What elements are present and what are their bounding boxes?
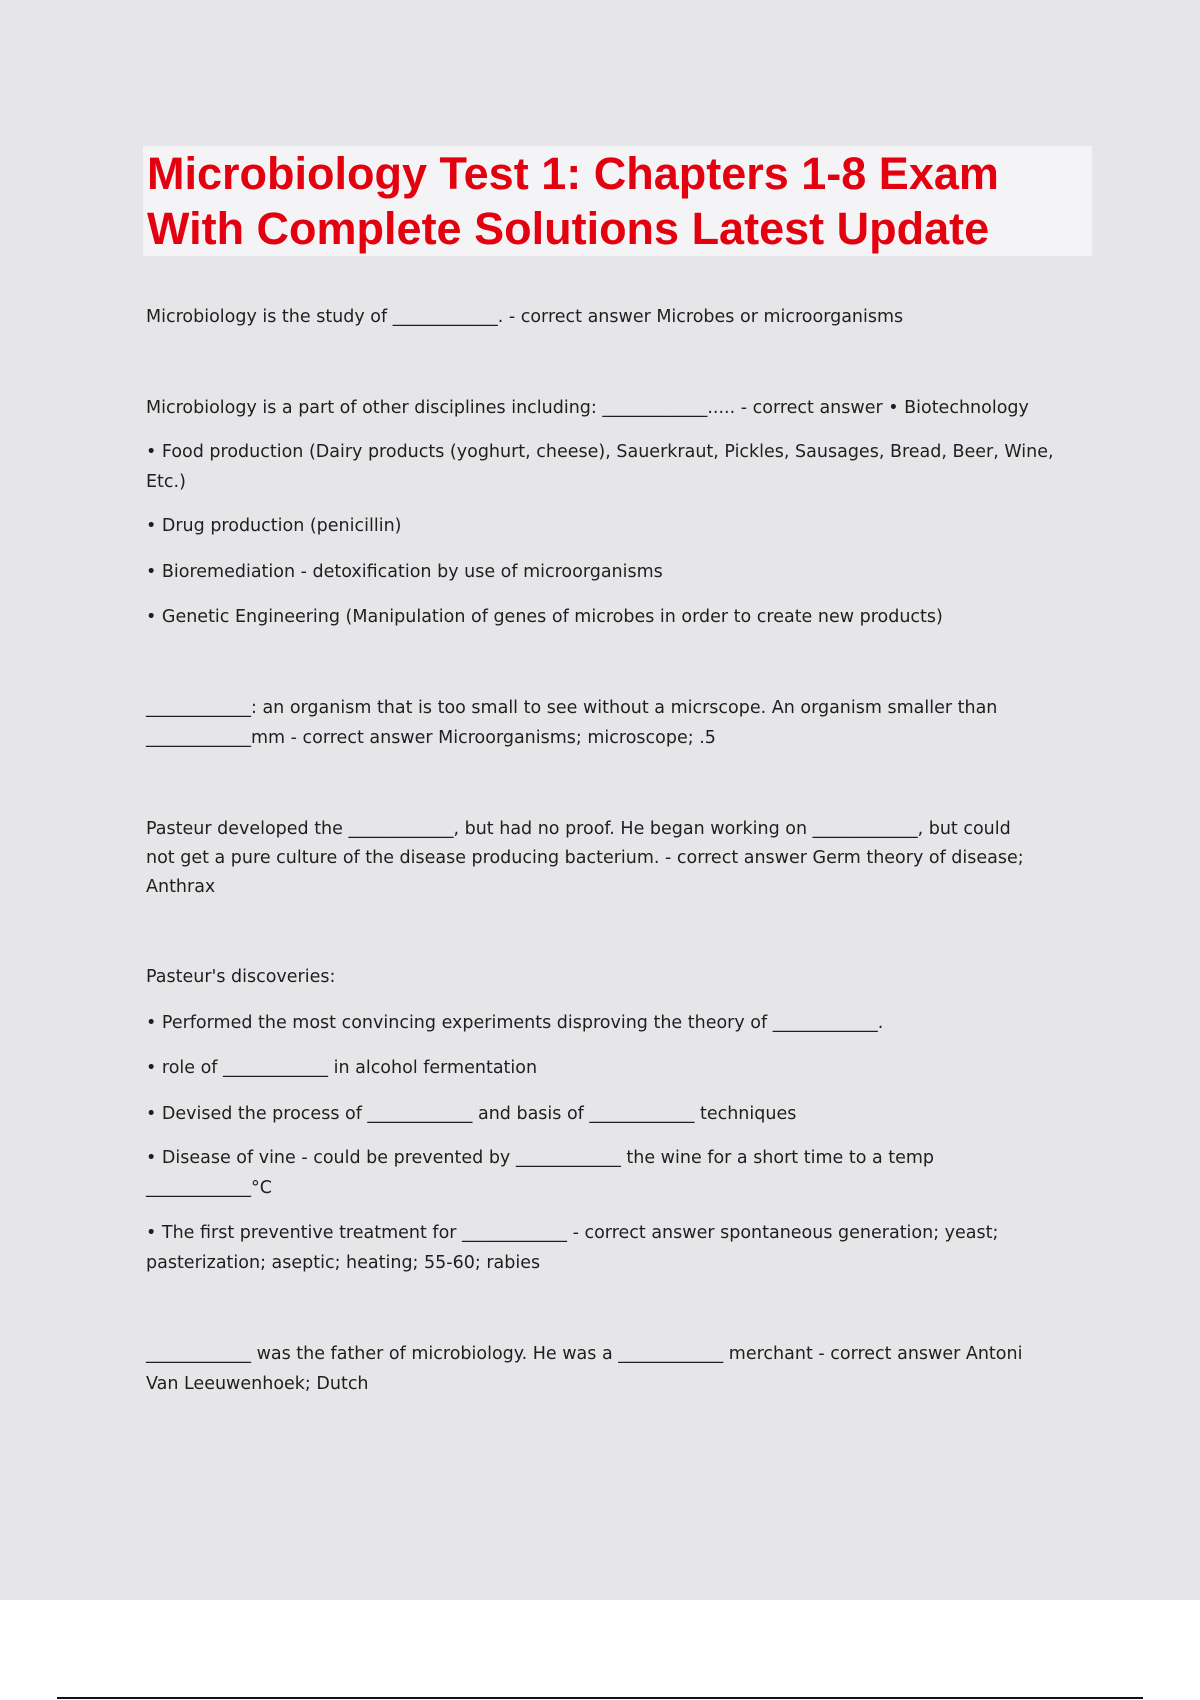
question-microorganism-definition-cont: ____________mm - correct answer Microorganisms; microscope; .5 xyxy=(146,728,716,748)
question-pasteur-germ-theory: Pasteur developed the ____________, but had no proof. He began working on ____________, but could xyxy=(146,819,1011,839)
title-banner xyxy=(143,146,1092,256)
bullet-alcohol-fermentation: • role of ____________ in alcohol fermentation xyxy=(146,1058,538,1078)
question-pasteur-discoveries: Pasteur's discoveries: xyxy=(146,967,336,987)
bullet-drug-production: • Drug production (penicillin) xyxy=(146,516,402,536)
question-disciplines: Microbiology is a part of other disciplines including: ____________..... - correct answer • Biotechnology xyxy=(146,398,1029,418)
document-title-line-2: With Complete Solutions Latest Update xyxy=(147,203,990,254)
document-title-line-1: Microbiology Test 1: Chapters 1-8 Exam xyxy=(147,148,999,199)
question-pasteur-germ-theory-end: Anthrax xyxy=(146,877,216,897)
question-father-of-microbiology: ____________ was the father of microbiology. He was a ____________ merchant - correct answer Antoni xyxy=(146,1344,1023,1364)
bullet-food-production: • Food production (Dairy products (yoghurt, cheese), Sauerkraut, Pickles, Sausages, Bread, Beer, Wine, xyxy=(146,442,1054,462)
question-microorganism-definition: ____________: an organism that is too small to see without a micrscope. An organism smaller than xyxy=(146,698,998,718)
bullet-bioremediation: • Bioremediation - detoxification by use of microorganisms xyxy=(146,562,663,582)
bullet-food-production-cont: Etc.) xyxy=(146,472,186,492)
question-study-of: Microbiology is the study of ____________. - correct answer Microbes or microorganisms xyxy=(146,307,904,327)
bullet-disease-of-vine: • Disease of vine - could be prevented by ____________ the wine for a short time to a temp xyxy=(146,1148,935,1168)
bullet-disease-of-vine-cont: ____________°C xyxy=(146,1178,272,1198)
bullet-preventive-treatment-cont: pasterization; aseptic; heating; 55-60; rabies xyxy=(146,1253,541,1273)
question-pasteur-germ-theory-cont: not get a pure culture of the disease producing bacterium. - correct answer Germ theory of disease; xyxy=(146,848,1024,868)
bullet-preventive-treatment: • The first preventive treatment for ____________ - correct answer spontaneous generation; yeast; xyxy=(146,1223,999,1243)
bullet-pasteurization-aseptic: • Devised the process of ____________ and basis of ____________ techniques xyxy=(146,1104,797,1124)
question-father-of-microbiology-cont: Van Leeuwenhoek; Dutch xyxy=(146,1374,369,1394)
bullet-genetic-engineering: • Genetic Engineering (Manipulation of genes of microbes in order to create new products) xyxy=(146,607,943,627)
footer-divider xyxy=(57,1697,1143,1699)
bullet-spontaneous-generation: • Performed the most convincing experiments disproving the theory of ____________. xyxy=(146,1013,884,1033)
